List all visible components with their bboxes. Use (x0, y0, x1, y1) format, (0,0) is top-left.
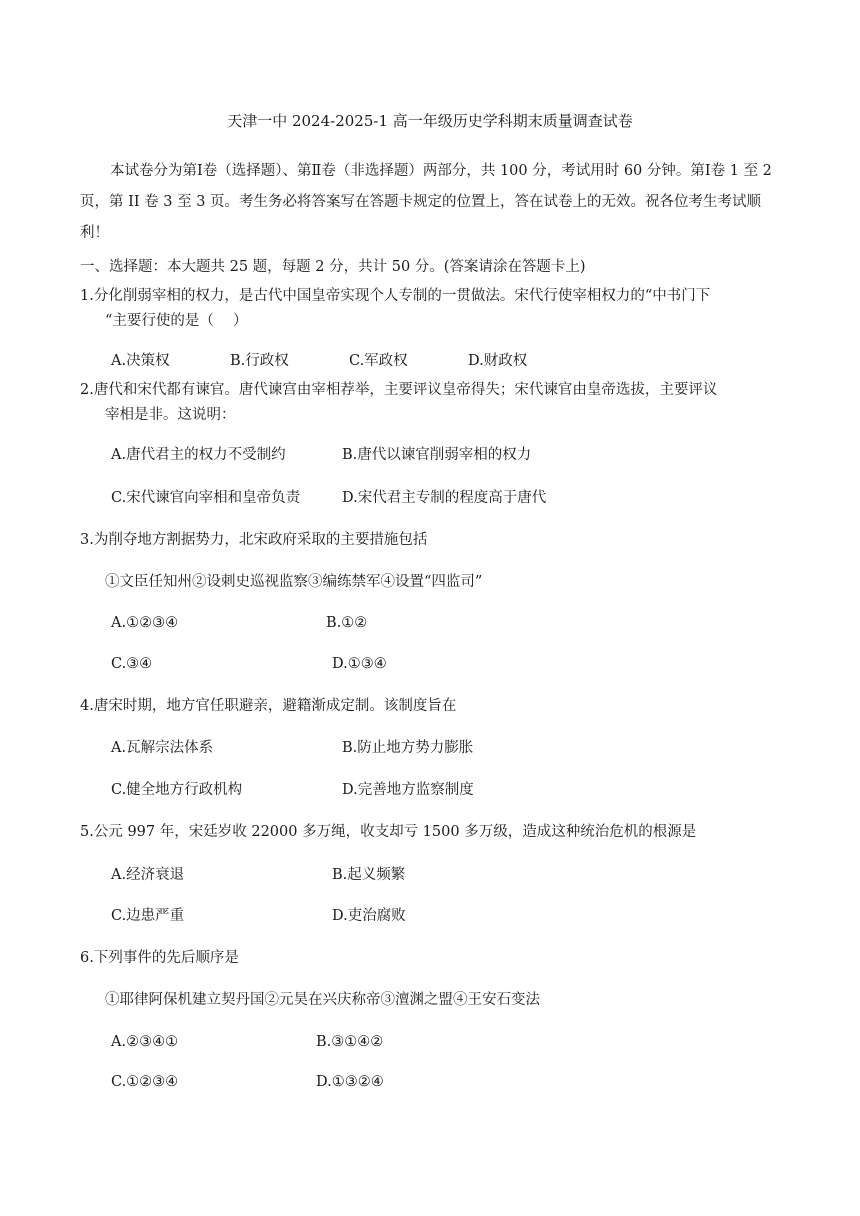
question-6-option-a: A.②③④① (111, 1034, 179, 1050)
question-5-stem: 5.公元 997 年，宋廷岁收 22000 多万绳，收支却亏 1500 多万级，造成这种统治危机的根源是 (80, 824, 697, 840)
question-6-stem: 6.下列事件的先后顺序是 (80, 950, 239, 966)
question-3-option-d: D.①③④ (332, 656, 387, 672)
question-1-option-a: A.决策权 (111, 353, 170, 369)
question-1-stem-line2: “主要行使的是（ ） (105, 313, 248, 329)
exam-instructions: 本试卷分为第Ⅰ卷（选择题）、第Ⅱ卷（非选择题）两部分，共 100 分，考试用时 60 分钟。第Ⅰ卷 1 至 2 页，第 II 卷 3 至 3 页。考生务必将答案写在答题卡规定的位置上，答在试卷上的无效。祝各位考生考试顺利！ (80, 163, 772, 241)
question-2-option-c: C.宋代谏官向宰相和皇帝负责 (111, 490, 301, 506)
question-3-stem: 3.为削夺地方割据势力，北宋政府采取的主要措施包括 (80, 532, 428, 548)
question-2-stem-line1: 2.唐代和宋代都有谏官。唐代谏宫由宰相荐举，主要评议皇帝得失；宋代谏官由皇帝选拔，主要评议 (80, 382, 718, 398)
exam-title: 天津一中 2024-2025-1 高一年级历史学科期末质量调查试卷 (227, 112, 633, 130)
question-4-stem: 4.唐宋时期，地方官任职避亲，避籍渐成定制。该制度旨在 (80, 698, 457, 714)
question-5-option-d: D.吏治腐败 (332, 908, 406, 924)
question-1-option-b: B.行政权 (230, 353, 289, 369)
question-1-option-d: D.财政权 (468, 353, 528, 369)
question-5-option-c: C.边患严重 (111, 908, 185, 924)
question-4-option-c: C.健全地方行政机构 (111, 782, 243, 798)
section-heading: 一、选择题：本大题共 25 题，每题 2 分，共计 50 分。(答案请涂在答题卡上) (80, 259, 586, 275)
question-3-option-c: C.③④ (111, 656, 153, 672)
question-2-option-a: A.唐代君主的权力不受制约 (111, 447, 286, 463)
question-5-option-b: B.起义频繁 (332, 867, 406, 883)
question-6-option-d: D.①③②④ (316, 1074, 384, 1090)
question-2-option-b: B.唐代以谏官削弱宰相的权力 (342, 447, 532, 463)
question-4-option-a: A.瓦解宗法体系 (111, 740, 214, 756)
question-6-option-b: B.③①④② (316, 1034, 384, 1050)
question-4-option-b: B.防止地方势力膨胀 (342, 740, 474, 756)
question-1-stem-line1: 1.分化削弱宰相的权力，是古代中国皇帝实现个人专制的一贯做法。宋代行使宰相权力的“中书门下 (80, 288, 711, 304)
question-3-option-b: B.①② (326, 615, 368, 631)
question-6-items: ①耶律阿保机建立契丹国②元昊在兴庆称帝③澶渊之盟④王安石变法 (105, 992, 540, 1008)
question-6-option-c: C.①②③④ (111, 1074, 179, 1090)
question-4-option-d: D.完善地方监察制度 (342, 782, 474, 798)
question-2-option-d: D.宋代君主专制的程度高于唐代 (342, 490, 547, 506)
question-3-items: ①文臣任知州②设刺史巡视监察③编练禁军④设置“四监司” (105, 574, 483, 590)
question-2-stem-line2: 宰相是非。这说明： (105, 407, 236, 423)
question-1-option-c: C.军政权 (349, 353, 408, 369)
question-3-option-a: A.①②③④ (111, 615, 179, 631)
question-5-option-a: A.经济衰退 (111, 867, 185, 883)
